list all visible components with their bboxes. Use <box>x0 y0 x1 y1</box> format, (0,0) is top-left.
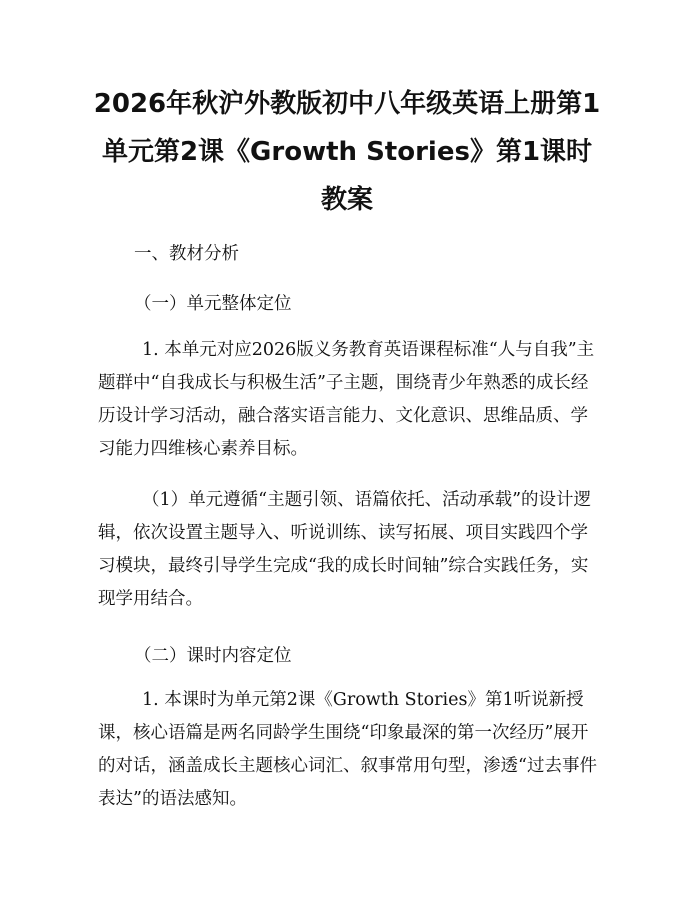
paragraph-unit-design: （1）单元遵循“主题引领、语篇依托、活动承载”的设计逻辑，依次设置主题导入、听说训练、读写拓展、项目实践四个学习模块，最终引导学生完成“我的成长时间轴”综合实践任务，实现学用结合。 <box>98 490 592 609</box>
paragraph-lesson-content: 1. 本课时为单元第2课《Growth Stories》第1听说新授课，核心语篇是两名同龄学生围绕“印象最深的第一次经历”展开的对话，涵盖成长主题核心词汇、叙事常用句型，渗透“过去事件表达”的语法感知。 <box>98 690 597 809</box>
subsection-heading-lesson-positioning: （二）课时内容定位 <box>134 646 292 666</box>
subsection-heading-unit-positioning: （一）单元整体定位 <box>134 294 292 314</box>
paragraph-unit-standard: 1. 本单元对应2026版义务教育英语课程标准“人与自我”主题群中“自我成长与积极生活”子主题，围绕青少年熟悉的成长经历设计学习活动，融合落实语言能力、文化意识、思维品质、学习能力四维核心素养目标。 <box>98 340 595 459</box>
document-title: 2026年秋沪外教版初中八年级英语上册第1单元第2课《Growth Stories》第1课时教案 <box>93 89 601 215</box>
section-heading-analysis: 一、教材分析 <box>134 244 239 264</box>
